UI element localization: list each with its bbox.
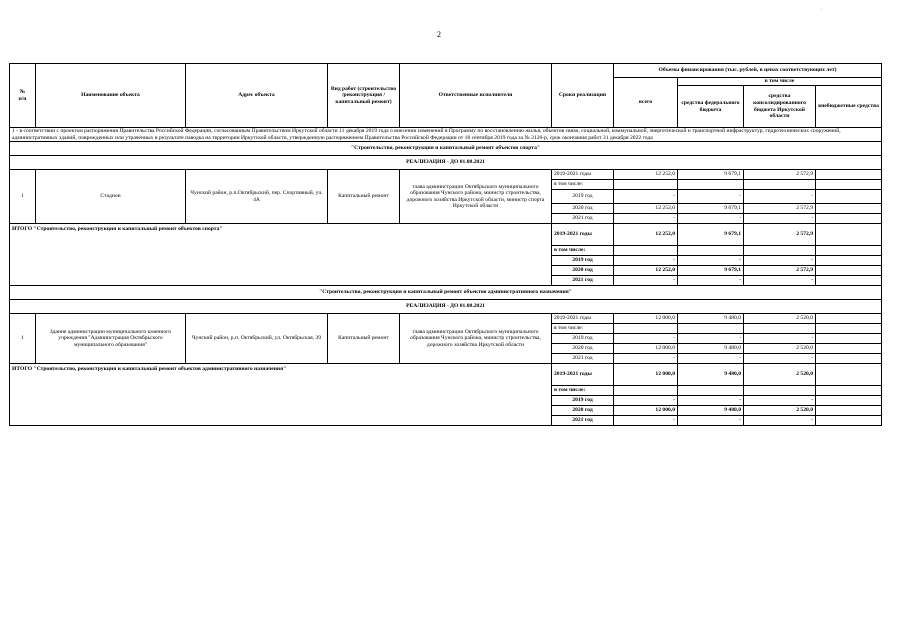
object-work-type: Капитальный ремонт [328,170,400,224]
extra-cell [816,324,882,334]
period-cell: 2019-2021 годы [552,224,614,246]
realization-title: РЕАЛИЗАЦИЯ - ДО 01.08.2021 [10,156,882,170]
object-num: 1 [10,314,36,364]
regional-cell: - [744,354,816,364]
regional-cell [744,386,816,396]
period-cell: в том числе: [552,180,614,190]
total-cell: 12 252,0 [614,170,678,180]
total-cell [614,180,678,190]
regional-cell: - [744,256,816,266]
federal-cell: 9 480,0 [678,364,744,386]
extra-cell [816,246,882,256]
total-cell [614,324,678,334]
object-name: Стадион [36,170,186,224]
federal-cell: 9 679,1 [678,204,744,214]
header-federal: средства федерального бюджета [678,86,744,128]
regional-cell: - [744,276,816,286]
period-cell: в том числе: [552,324,614,334]
regional-cell: 2 572,9 [744,224,816,246]
extra-cell [816,364,882,386]
regional-cell: 2 520,0 [744,406,816,416]
federal-cell: - [678,190,744,204]
section-title: "Строительство, реконструкция и капитальный ремонт объектов административного назначения" [10,286,882,300]
period-cell: 2019-2021 годы [552,314,614,324]
federal-cell: - [678,256,744,266]
federal-cell: - [678,214,744,224]
itogo-label: ИТОГО "Строительство, реконструкция и капитальный ремонт объектов спорта" [10,224,552,286]
period-cell: 2020 год [552,406,614,416]
extra-cell [816,406,882,416]
regional-cell: 2 520,0 [744,344,816,354]
federal-cell [678,246,744,256]
total-cell: 12 000,0 [614,406,678,416]
extra-cell [816,170,882,180]
page-number: 2 [437,30,441,39]
extra-cell [816,344,882,354]
section-title: "Строительство, реконструкция и капитальный ремонт объектов спорта" [10,142,882,156]
regional-cell: 2 572,9 [744,204,816,214]
object-executors: глава администрации Октябрьского муниципального образования Чунского района, министр строительства, дорожного хозяйства Иркутской области [400,314,552,364]
extra-cell [816,256,882,266]
object-work-type: Капитальный ремонт [328,314,400,364]
extra-cell [816,396,882,406]
period-cell: 2019 год [552,190,614,204]
total-cell: - [614,214,678,224]
period-cell: 2019 год [552,256,614,266]
extra-cell [816,314,882,324]
total-cell: - [614,276,678,286]
realization-title: РЕАЛИЗАЦИЯ - ДО 01.08.2021 [10,300,882,314]
total-cell: 12 000,0 [614,344,678,354]
extra-cell [816,386,882,396]
header-name: Наименование объекта [36,64,186,128]
financing-table [9,63,882,426]
federal-cell: - [678,276,744,286]
extra-cell [816,276,882,286]
extra-cell [816,224,882,246]
period-cell: в том числе: [552,246,614,256]
footnote: 1 - в соответствии с проектом распоряжения Правительства Российской Федерации, согласованным Правительством Иркутской области 11 декабря 2019 года о внесении изменений в Программу по восстановлению жилья, объектов связи, социальной, коммунальной, энергетической и транспортной инфраструктур, гидротехнических сооружений, административных зданий, поврежденных или утраченных в результате паводка на территории Иркутской области, утвержденную распоряжением Правительства Российской Федерации от 18 сентября 2019 года за № 2126-р, срок окончания работ 31 декабря 2022 года [10,128,882,142]
federal-cell: 9 679,1 [678,266,744,276]
federal-cell: 9 679,1 [678,224,744,246]
header-num: № п/п [10,64,36,128]
period-cell: 2020 год [552,204,614,214]
federal-cell [678,386,744,396]
period-cell: 2019 год [552,396,614,406]
header-regional: средства консолидированного бюджета Иркутской области [744,86,816,128]
federal-cell: - [678,416,744,426]
federal-cell: 9 480,0 [678,344,744,354]
total-cell: - [614,256,678,266]
regional-cell: 2 520,0 [744,314,816,324]
total-cell: 12 000,0 [614,364,678,386]
header-extra: внебюджетные средства [816,86,882,128]
object-address: Чунский район, р.п. Октябрьский, ул. Октябрьская, 39 [186,314,328,364]
itogo-label: ИТОГО "Строительство, реконструкция и капитальный ремонт объектов административного назначения" [10,364,552,426]
period-cell: 2019 год [552,334,614,344]
period-cell: 2021 год [552,276,614,286]
total-cell: 12 252,0 [614,204,678,214]
regional-cell: - [744,214,816,224]
regional-cell [744,324,816,334]
total-cell: 12 252,0 [614,266,678,276]
federal-cell: 9 679,1 [678,170,744,180]
total-cell [614,386,678,396]
header-period: Сроки реализации [552,64,614,128]
federal-cell: - [678,396,744,406]
object-num: 1 [10,170,36,224]
total-cell: 12 252,0 [614,224,678,246]
period-cell: 2019-2021 годы [552,170,614,180]
federal-cell: - [678,334,744,344]
object-address: Чунский район, р.п.Октябрьский, пер. Спортивный, уч. 4А [186,170,328,224]
regional-cell: - [744,334,816,344]
regional-cell: 2 520,0 [744,364,816,386]
period-cell: 2021 год [552,354,614,364]
total-cell: 12 000,0 [614,314,678,324]
regional-cell: - [744,190,816,204]
total-cell: - [614,416,678,426]
header-address: Адрес объекта [186,64,328,128]
extra-cell [816,180,882,190]
extra-cell [816,204,882,214]
header-funding-title: Объемы финансирования (тыс. рублей, в ценах соответствующих лет) [614,64,882,78]
period-cell: в том числе: [552,386,614,396]
total-cell: - [614,334,678,344]
regional-cell: - [744,396,816,406]
regional-cell [744,246,816,256]
extra-cell [816,266,882,276]
federal-cell [678,180,744,190]
header-total: всего [614,78,678,128]
corner-mark: · [820,7,822,13]
federal-cell: 9 480,0 [678,406,744,416]
regional-cell: 2 572,9 [744,266,816,276]
extra-cell [816,190,882,204]
federal-cell [678,324,744,334]
header-executors: Ответственные исполнители [400,64,552,128]
header-work-type: Вид работ (строительство /реконструкция /капитальный ремонт) [328,64,400,128]
federal-cell: - [678,354,744,364]
total-cell: - [614,354,678,364]
period-cell: 2021 год [552,214,614,224]
regional-cell: 2 572,9 [744,170,816,180]
regional-cell [744,180,816,190]
period-cell: 2020 год [552,266,614,276]
total-cell [614,246,678,256]
extra-cell [816,334,882,344]
object-name: Здание администрации муниципального казенного учреждения "Администрация Октябрьского муниципального образования" [36,314,186,364]
extra-cell [816,214,882,224]
regional-cell: - [744,416,816,426]
object-executors: глава администрации Октябрьского муниципального образования Чунского района, министр строительства, дорожного хозяйства Иркутской области, министр спорта Иркутской области [400,170,552,224]
period-cell: 2020 год [552,344,614,354]
period-cell: 2021 год [552,416,614,426]
header-including: в том числе [678,78,882,86]
federal-cell: 9 480,0 [678,314,744,324]
extra-cell [816,354,882,364]
extra-cell [816,416,882,426]
total-cell: - [614,396,678,406]
total-cell: - [614,190,678,204]
period-cell: 2019-2021 годы [552,364,614,386]
